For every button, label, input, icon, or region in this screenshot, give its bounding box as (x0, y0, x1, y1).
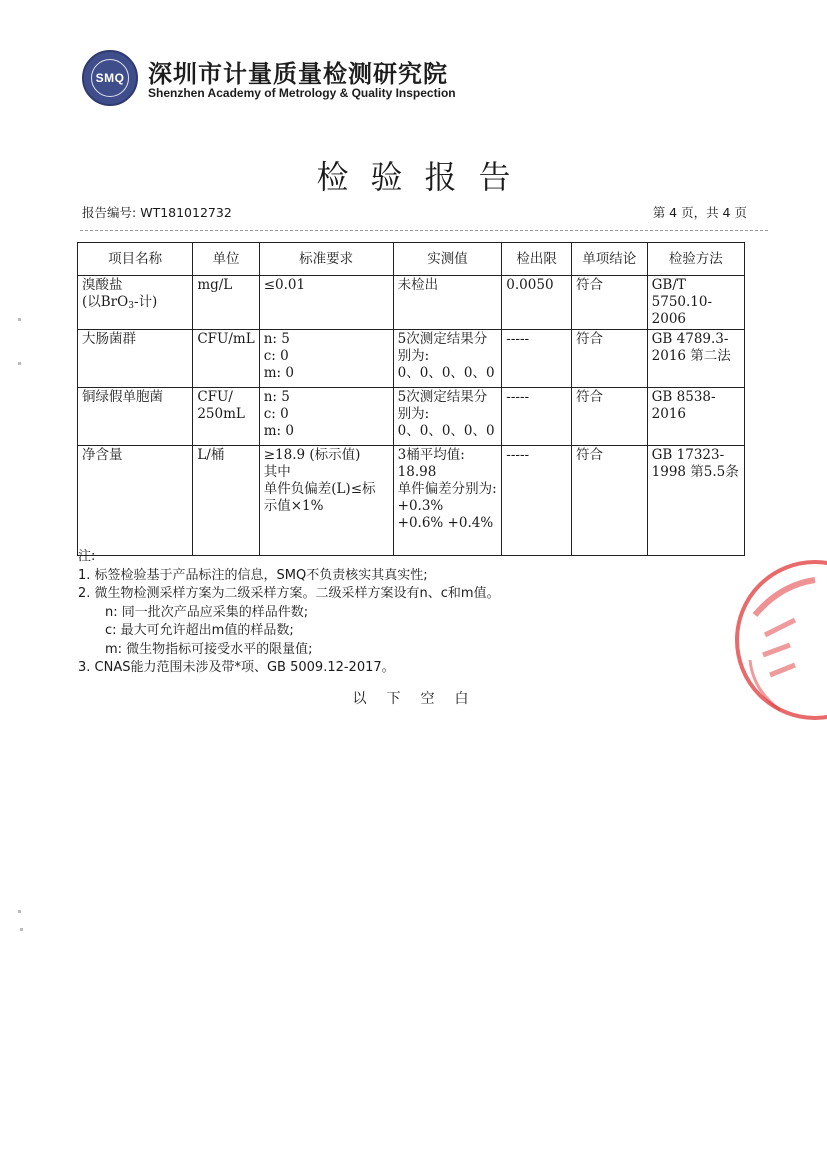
conclusion-cell: 符合 (571, 330, 647, 388)
conclusion-cell: 符合 (571, 446, 647, 556)
measured-cell: 5次测定结果分别为: 0、0、0、0、0 (393, 330, 502, 388)
scan-mark (18, 362, 21, 365)
report-number (82, 203, 232, 221)
scan-mark (20, 928, 23, 931)
note-item: 2. 微生物检测采样方案为二级采样方案。二级采样方案设有n、c和m值。 (78, 586, 500, 601)
scan-mark (18, 318, 21, 321)
note-item: 1. 标签检验基于产品标注的信息，SMQ不负责核实其真实性; (78, 567, 428, 583)
notes-title: 注: (78, 549, 96, 564)
standard-cell: ≤0.01 (259, 276, 393, 330)
note-subitem: m: 微生物指标可接受水平的限量值; (105, 641, 313, 657)
note-subitem: n: 同一批次产品应采集的样品件数; (105, 604, 309, 620)
smq-logo (82, 50, 138, 106)
method-cell: GB 8538-2016 (647, 388, 744, 446)
col-header-measured: 实测值 (393, 243, 502, 276)
limit-cell: ----- (502, 446, 572, 556)
inspection-table (77, 242, 745, 556)
table-row (78, 446, 745, 556)
org-name-cn: 深圳市计量质量检测研究院 (148, 60, 448, 88)
item-name: 溴酸盐 (82, 277, 123, 293)
col-header-item: 项目名称 (78, 243, 193, 276)
col-header-conclusion: 单项结论 (571, 243, 647, 276)
scan-mark (18, 910, 21, 913)
conclusion-cell: 符合 (571, 276, 647, 330)
unit-cell: CFU/mL (193, 330, 259, 388)
col-header-method: 检验方法 (647, 243, 744, 276)
table-row (78, 388, 745, 446)
official-seal-stamp (735, 560, 827, 730)
measured-cell: 3桶平均值: 18.98 单件偏差分别为: +0.3% +0.6% +0.4% (393, 446, 502, 556)
measured-cell: 未检出 (393, 276, 502, 330)
org-header (82, 50, 502, 108)
col-header-unit: 单位 (193, 243, 259, 276)
method-cell: GB 17323-1998 第5.5条 (647, 446, 744, 556)
table-row (78, 276, 745, 330)
col-header-limit: 检出限 (502, 243, 572, 276)
table-row (78, 330, 745, 388)
item-cell: 铜绿假单胞菌 (78, 388, 193, 446)
note-item: 3. CNAS能力范围未涉及带*项、GB 5009.12-2017。 (78, 660, 395, 675)
report-number-label: 报告编号: (82, 205, 137, 220)
header-divider (80, 230, 768, 231)
standard-cell: n: 5 c: 0 m: 0 (259, 388, 393, 446)
unit-cell: L/桶 (193, 446, 259, 556)
report-title: 检验报告 (316, 158, 533, 196)
page-info: 第 4 页，共 4 页 (652, 205, 747, 220)
standard-cell: n: 5 c: 0 m: 0 (259, 330, 393, 388)
method-cell: GB 4789.3-2016 第二法 (647, 330, 744, 388)
col-header-standard: 标准要求 (259, 243, 393, 276)
note-subitem: c: 最大可允许超出m值的样品数; (105, 623, 294, 638)
notes-section (78, 548, 500, 678)
item-subnote: (以BrO$_3$-计) (82, 294, 158, 311)
item-cell: 净含量 (78, 446, 193, 556)
limit-cell: ----- (502, 330, 572, 388)
blank-remainder-text: 以下空白 (352, 691, 489, 707)
item-cell: 大肠菌群 (78, 330, 193, 388)
logo-text: SMQ (95, 71, 125, 85)
limit-cell: 0.0050 (502, 276, 572, 330)
table-header-row (78, 243, 745, 276)
conclusion-cell: 符合 (571, 388, 647, 446)
report-number-value: WT181012732 (140, 205, 232, 220)
method-cell: GB/T 5750.10-2006 (647, 276, 744, 330)
unit-cell: mg/L (193, 276, 259, 330)
limit-cell: ----- (502, 388, 572, 446)
org-name-en: Shenzhen Academy of Metrology & Quality Inspection (148, 86, 456, 100)
standard-cell: ≥18.9 (标示值) 其中 单件负偏差(L)≤标示值×1% (259, 446, 393, 556)
item-cell (78, 276, 193, 330)
measured-cell: 5次测定结果分别为: 0、0、0、0、0 (393, 388, 502, 446)
unit-cell: CFU/ 250mL (193, 388, 259, 446)
